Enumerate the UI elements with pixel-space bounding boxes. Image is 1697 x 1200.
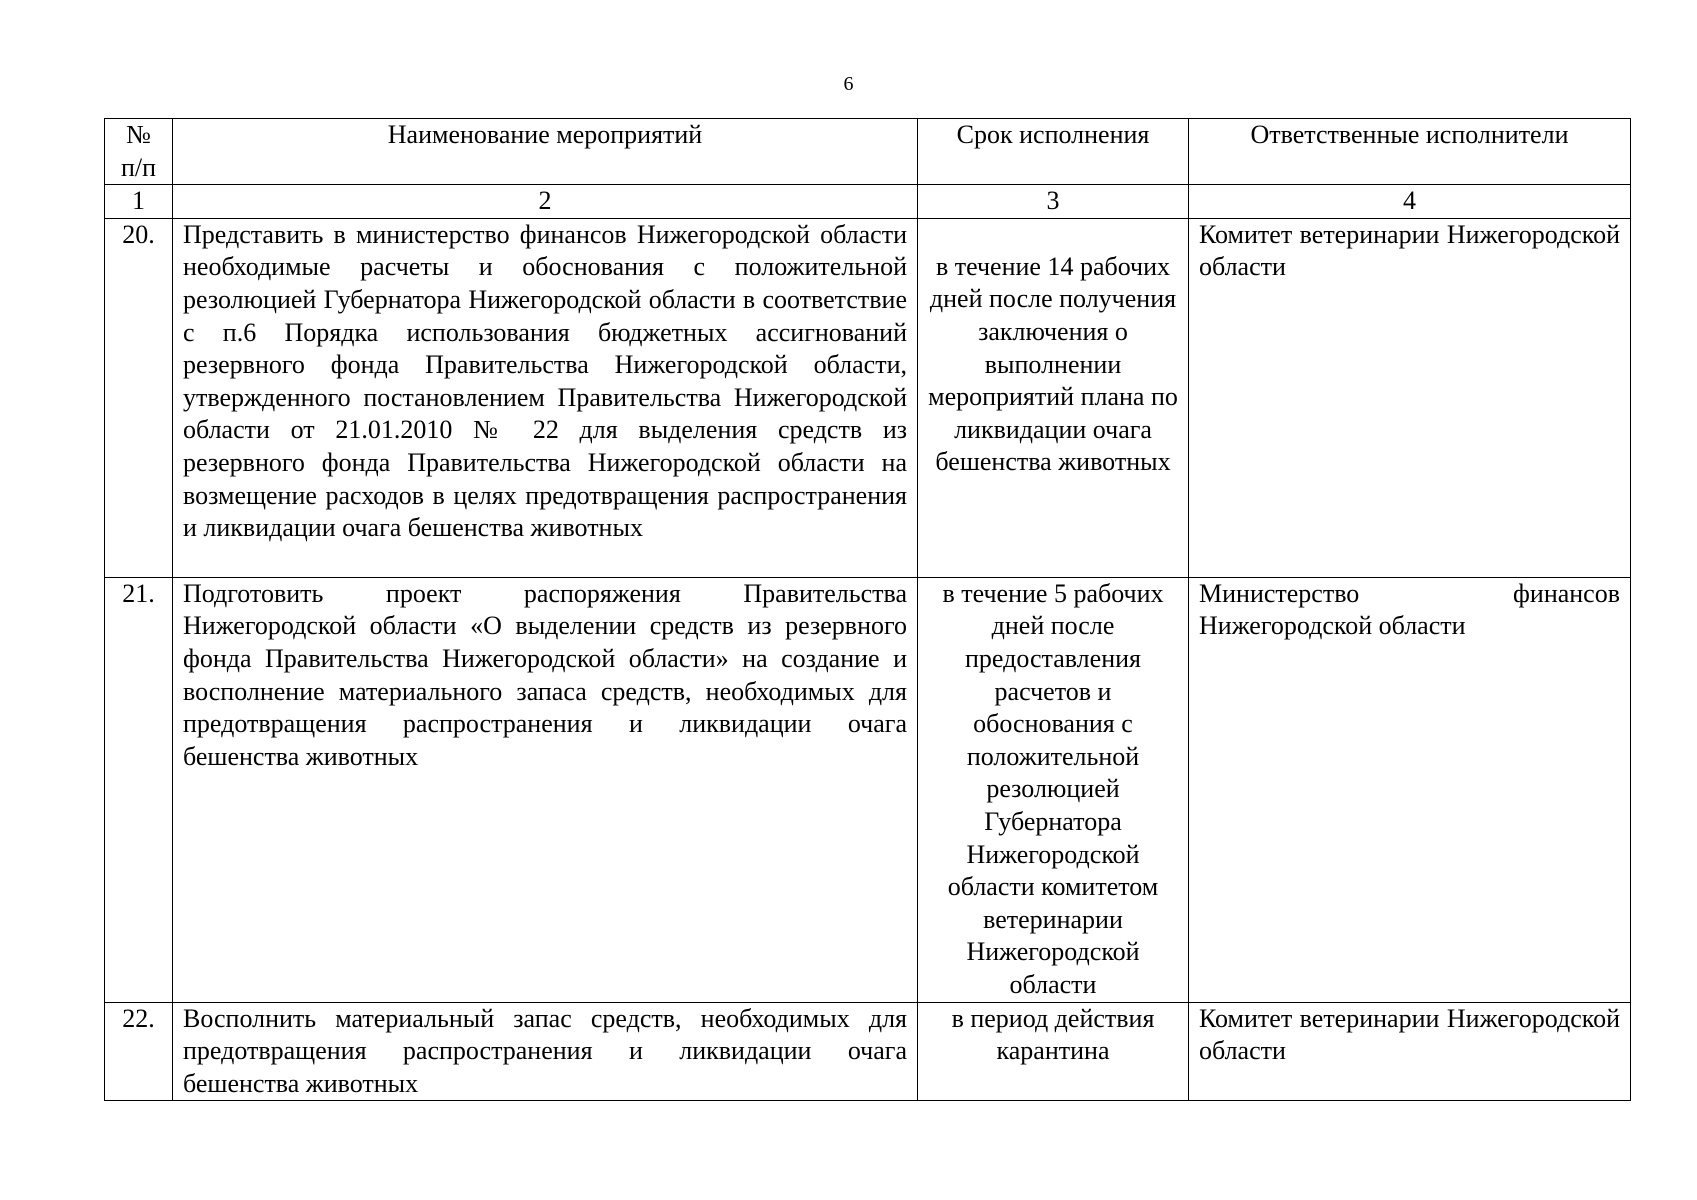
deadline-text: в течение 14 рабочих дней после получения заключения о выполнении мероприятий плана по ликвидации очага бешенства животных [918, 218, 1189, 577]
responsible-text: Комитет ветеринарии Нижегородской области [1189, 218, 1631, 577]
deadline-text: в период действия карантина [918, 1002, 1189, 1101]
measure-text: Представить в министерство финансов Нижегородской области необходимые расчеты и обоснования с положительной резолюцией Губернатора Нижегородской области в соответствие с п.6 Порядка использования бюджетных ассигнований резервного фонда Правительства Нижегородской области, утвержденного постановлением Правительства Нижегородской области от 21.01.2010 № 22 для выделения средств из резервного фонда Правительства Нижегородской области на возмещение расходов в целях предотвращения распространения и ликвидации очага бешенства животных [173, 218, 918, 577]
column-number: 2 [173, 185, 918, 219]
header-deadline: Срок исполнения [918, 119, 1189, 185]
row-number: 21. [105, 577, 173, 1002]
column-number: 4 [1189, 185, 1631, 219]
column-number: 1 [105, 185, 173, 219]
measure-text: Восполнить материальный запас средств, необходимых для предотвращения распространения и ликвидации очага бешенства животных [173, 1002, 918, 1101]
header-measure: Наименование мероприятий [173, 119, 918, 185]
page-number: 6 [843, 73, 854, 95]
row-number: 22. [105, 1002, 173, 1101]
column-number: 3 [918, 185, 1189, 219]
measure-text: Подготовить проект распоряжения Правительства Нижегородской области «О выделении средств из резервного фонда Правительства Нижегородской области» на создание и восполнение материального запаса средств, необходимых для предотвращения распространения и ликвидации очага бешенства животных [173, 577, 918, 1002]
measures-table [104, 118, 1631, 1101]
table-row [105, 577, 1631, 1002]
header-number: № п/п [105, 119, 173, 185]
table-row [105, 218, 1631, 577]
row-number: 20. [105, 218, 173, 577]
table-header-row [105, 119, 1631, 185]
header-responsible: Ответственные исполнители [1189, 119, 1631, 185]
deadline-text: в течение 5 рабочих дней после предоставления расчетов и обоснования с положительной резолюцией Губернатора Нижегородской области комитетом ветеринарии Нижегородской области [918, 577, 1189, 1002]
column-numbers-row [105, 185, 1631, 219]
responsible-text: Министерство финансов Нижегородской области [1189, 577, 1631, 1002]
responsible-text: Комитет ветеринарии Нижегородской области [1189, 1002, 1631, 1101]
table-row [105, 1002, 1631, 1101]
